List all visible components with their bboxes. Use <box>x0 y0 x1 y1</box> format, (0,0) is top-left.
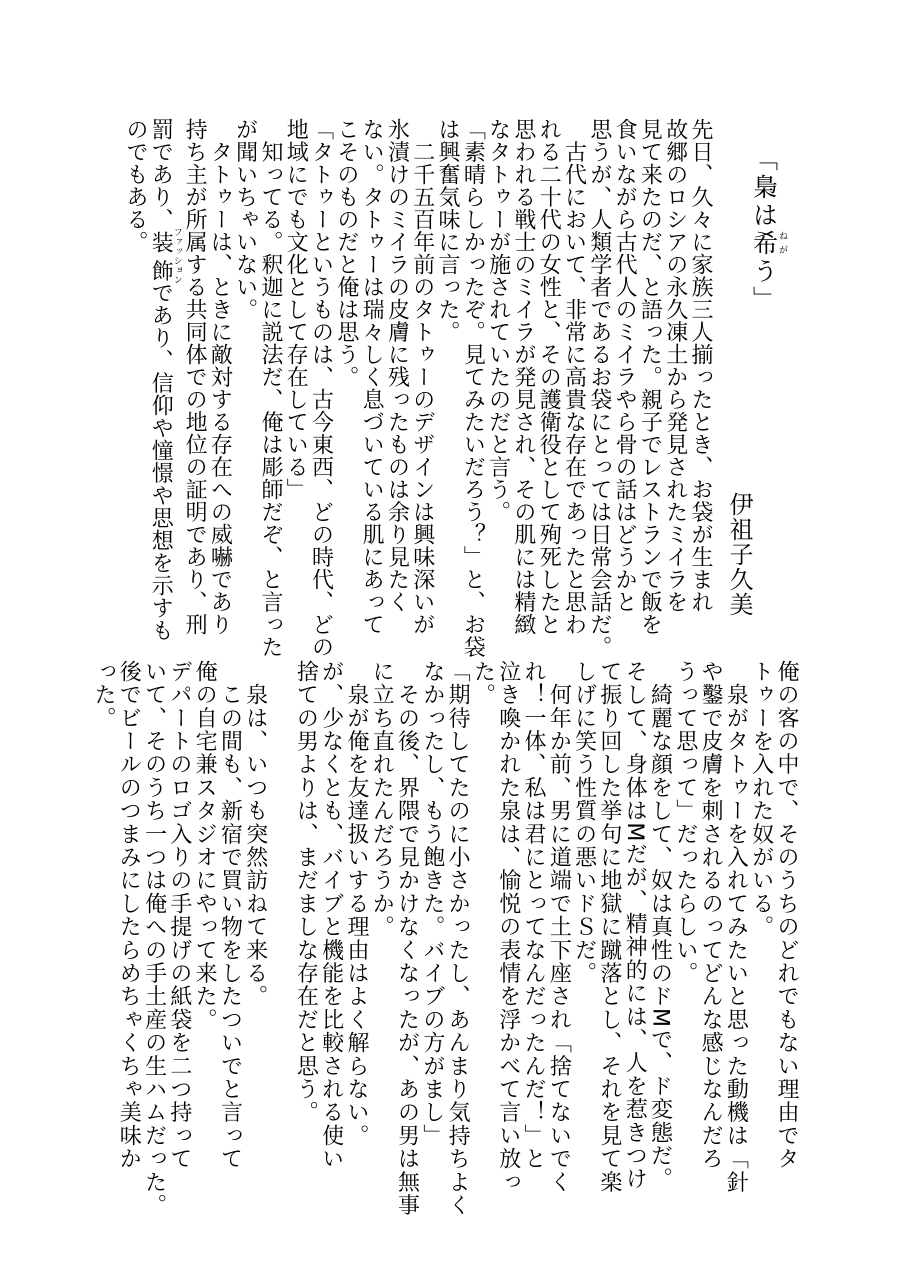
story-title <box>749 146 788 314</box>
text-line: うって思って」だったらしい。 <box>672 660 698 985</box>
text-line: その後、界隈で見かけなくなったが、あの男は無事 <box>394 660 420 1217</box>
title-text: 梟は <box>749 174 779 230</box>
text-line: や鑿で皮膚を刺されるのってどんな感じなんだろ <box>698 660 724 1171</box>
text-line: 持ち主が所属する共同体での地位の証明であり、刑 <box>182 118 208 636</box>
text-line: 二千五百年前のタトゥーのデザインは興味深いが <box>409 118 435 636</box>
text-line: た。 <box>470 660 496 707</box>
text-line: トゥーを入れた奴がいる。 <box>748 660 774 939</box>
text-line: て振り回した挙句に地獄に蹴落とし、それを見て楽 <box>596 660 622 1194</box>
text-line: ない。タトゥーは瑞々しく息づいている肌にあって <box>359 118 385 636</box>
ruby-line-after: であり、信仰や憧憬や思想を示すも <box>148 281 174 642</box>
text-line: そして、身体はМだが、精神的には、人を惹きつけ <box>622 660 648 1191</box>
text-line: 「素晴らしかったぞ。見てみたいだろう？」と、お袋 <box>460 118 486 658</box>
text-line: れる二十代の女性と、その護衛役として殉死したと <box>536 118 562 636</box>
text-block-top <box>123 118 713 658</box>
text-line: 氷漬けのミイラの皮膚に残ったものは余り見たく <box>384 118 410 613</box>
text-line: こそのものだと俺は思う。 <box>333 118 359 388</box>
text-line: 古代において、非常に高貴な存在であったと思わ <box>561 118 587 636</box>
ruby-annotation <box>148 227 182 285</box>
text-block-bottom <box>91 660 799 1217</box>
text-line: 「タトゥーというものは、古今東西、どの時代、どの <box>308 118 334 658</box>
text-line: 地域にでも文化として存在している」 <box>283 118 309 501</box>
text-line <box>268 660 293 1217</box>
text-line: 俺の客の中で、そのうちのどれでもない理由でタ <box>774 660 799 1171</box>
text-line: れ！一体、私は君にとってなんだったんだ！」と <box>521 660 547 1171</box>
text-line: 知ってる。釈迦に説法だ、俺は彫師だぞ、と言った <box>257 118 283 658</box>
text-line: った。 <box>90 660 116 730</box>
text-line: 泣き喚かれた泉は、愉悦の表情を浮かべて言い放っ <box>495 660 521 1194</box>
author-name: 伊祖子久美 <box>725 492 753 617</box>
title-ruby-text: ねが <box>777 230 787 258</box>
text-line: は興奮気味に言った。 <box>435 118 461 343</box>
text-line: 俺の自宅兼スタジオにやって来た。 <box>192 660 218 1032</box>
text-line: 何年か前、男に道端で土下座され「捨てないでく <box>546 660 572 1194</box>
text-line: いて、そのうち一つは俺への手土産の生ハムだった。 <box>141 660 167 1217</box>
text-line: この間も、新宿で買い物をしたついでと言って <box>217 660 243 1171</box>
title-open: 「 <box>749 146 779 174</box>
text-line: なかったし、もう飽きた。バイブの方がまし」 <box>419 660 445 1148</box>
text-line: 先日、久々に家族三人揃ったとき、お袋が生まれ <box>688 118 713 613</box>
text-line: 綺麗な顔をして、奴は真性のドМで、ド変態だ。 <box>647 660 673 1191</box>
text-line: 後でビールのつまみにしたらめちゃくちゃ美味か <box>116 660 142 1171</box>
text-line: タトゥーは、ときに敵対する存在への威嚇であり <box>207 118 233 636</box>
text-line: 食いながら古代人のミイラやら骨の話はどうかと <box>612 118 638 613</box>
ruby-base: 装飾 <box>148 227 174 285</box>
text-line: が、少なくとも、バイブと機能を比較される使い <box>318 660 344 1171</box>
title-close: う」 <box>749 258 779 314</box>
text-line: 故郷のロシアの永久凍土から発見されたミイラを <box>662 118 688 613</box>
title-ruby-base: 希 <box>749 230 779 258</box>
text-line: 捨ての男よりは、まだましな存在だと思う。 <box>293 660 319 1124</box>
text-line: のでもある。 <box>122 118 148 253</box>
text-line-with-ruby <box>148 118 182 658</box>
title-ruby <box>749 230 787 258</box>
text-line: に立ち直れたんだろうか。 <box>369 660 395 939</box>
text-line: 泉がタトゥーを入れてみたいと思った動機は「針 <box>723 660 749 1194</box>
text-line: しげに笑う性質の悪いドＳだ。 <box>571 660 597 985</box>
ruby-line-before: 罰であり、 <box>148 118 174 231</box>
text-line: 思うが、人類学者であるお袋にとっては日常会話だ。 <box>586 118 612 658</box>
text-line: 思われる戦士のミイラが発見され、その肌には精緻 <box>510 118 536 636</box>
text-line: 見て来たのだ、と語った。親子でレストランで飯を <box>637 118 663 636</box>
text-line: デパートのロゴ入りの手提げの紙袋を二つ持って <box>166 660 192 1171</box>
text-line: なタトゥーが施されていたのだと言う。 <box>485 118 511 523</box>
ruby-text: ファッション <box>171 227 182 285</box>
text-line: が聞いちゃいない。 <box>232 118 258 321</box>
text-line: 泉が俺を友達扱いする理由はよく解らない。 <box>343 660 369 1148</box>
text-line: 「期待してたのに小さかったし、あんまり気持ちよく <box>445 660 471 1217</box>
text-line: 泉は、いつも突然訪ねて来る。 <box>242 660 268 1008</box>
